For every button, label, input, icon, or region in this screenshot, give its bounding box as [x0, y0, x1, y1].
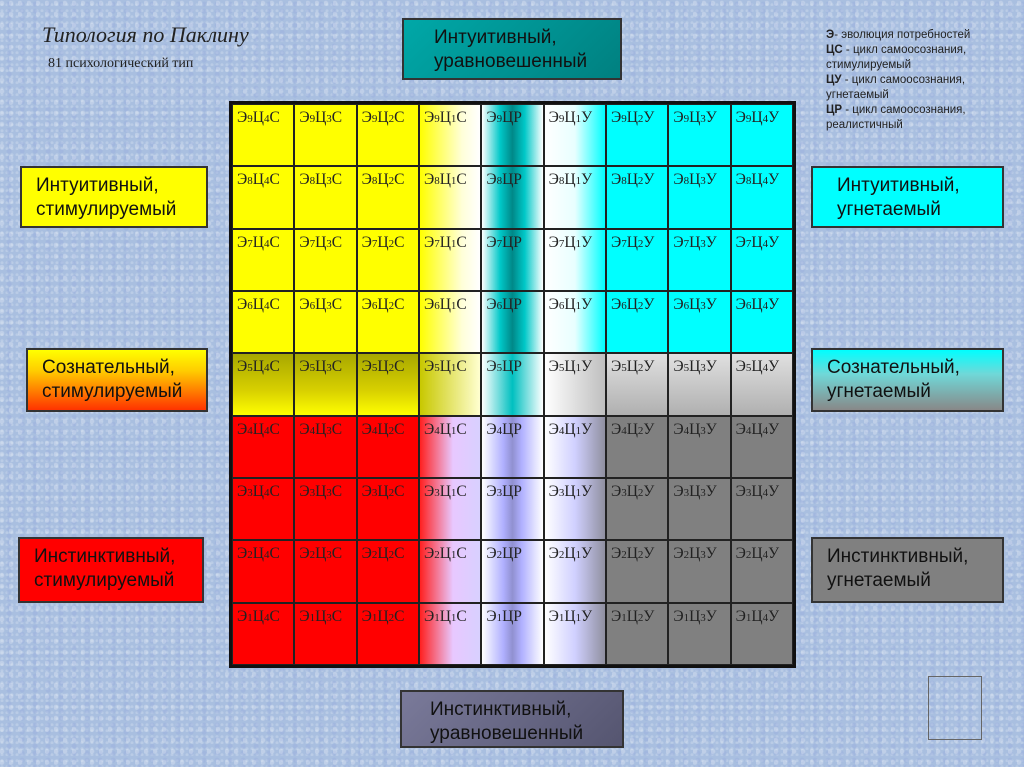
type-cell: Э9ЦР [481, 104, 543, 166]
type-cell: Э5Ц1С [419, 353, 481, 415]
type-cell: Э9Ц3С [294, 104, 356, 166]
diagram-title: Типология по Паклину [42, 22, 249, 47]
type-cell: Э1Ц4У [731, 603, 793, 665]
type-cell: Э3Ц3У [668, 478, 730, 540]
type-cell: Э2Ц3У [668, 540, 730, 602]
legend-item: Э- эволюция потребностей [826, 29, 971, 41]
type-cell: Э3Ц1У [544, 478, 606, 540]
legend-item: ЦУ - цикл самоосознания, угнетаемый [826, 74, 966, 101]
type-cell: Э3Ц4С [232, 478, 294, 540]
type-cell: Э4Ц3С [294, 416, 356, 478]
type-cell: Э2Ц2У [606, 540, 668, 602]
corner-frame [928, 676, 982, 740]
type-cell: Э9Ц1У [544, 104, 606, 166]
type-cell: Э2Ц1С [419, 540, 481, 602]
label-intuitive-balanced: Интуитивный, уравновешенный [402, 18, 622, 80]
label-intuitive-stimulated: Интуитивный, стимулируемый [20, 166, 208, 228]
type-cell: Э1Ц1У [544, 603, 606, 665]
type-cell: Э7Ц1С [419, 229, 481, 291]
type-cell: Э6Ц4С [232, 291, 294, 353]
type-cell: Э8Ц1С [419, 166, 481, 228]
type-cell: Э7Ц3У [668, 229, 730, 291]
type-cell: Э7Ц1У [544, 229, 606, 291]
type-cell: Э4ЦР [481, 416, 543, 478]
type-cell: Э6ЦР [481, 291, 543, 353]
type-cell: Э3Ц2С [357, 478, 419, 540]
type-cell: Э4Ц4У [731, 416, 793, 478]
type-cell: Э5Ц2У [606, 353, 668, 415]
type-cell: Э5Ц4У [731, 353, 793, 415]
type-cell: Э6Ц2С [357, 291, 419, 353]
type-cell: Э3Ц2У [606, 478, 668, 540]
type-cell: Э9Ц3У [668, 104, 730, 166]
type-cell: Э4Ц3У [668, 416, 730, 478]
label-instinctive-oppressed: Инстинктивный, угнетаемый [811, 537, 1004, 603]
type-cell: Э7Ц4У [731, 229, 793, 291]
type-cell: Э1Ц2С [357, 603, 419, 665]
type-cell: Э9Ц2У [606, 104, 668, 166]
type-cell: Э1Ц3С [294, 603, 356, 665]
type-cell: Э7Ц2У [606, 229, 668, 291]
label-instinctive-balanced: Инстинктивный, уравновешенный [400, 690, 624, 748]
type-cell: Э4Ц1У [544, 416, 606, 478]
type-cell: Э6Ц1С [419, 291, 481, 353]
type-cell: Э4Ц2С [357, 416, 419, 478]
type-cell: Э5ЦР [481, 353, 543, 415]
type-cell: Э6Ц3У [668, 291, 730, 353]
type-cell: Э5Ц4С [232, 353, 294, 415]
type-cell: Э9Ц2С [357, 104, 419, 166]
type-cell: Э2Ц2С [357, 540, 419, 602]
type-cell: Э1ЦР [481, 603, 543, 665]
label-intuitive-oppressed: Интуитивный, угнетаемый [811, 166, 1004, 228]
legend [826, 28, 1016, 133]
type-cell: Э5Ц3С [294, 353, 356, 415]
type-cell: Э4Ц1С [419, 416, 481, 478]
type-cell: Э6Ц2У [606, 291, 668, 353]
type-cell: Э1Ц1С [419, 603, 481, 665]
type-cell: Э2Ц4У [731, 540, 793, 602]
typology-grid [229, 101, 796, 668]
type-cell: Э4Ц4С [232, 416, 294, 478]
type-cell: Э4Ц2У [606, 416, 668, 478]
type-cell: Э3ЦР [481, 478, 543, 540]
type-cell: Э6Ц4У [731, 291, 793, 353]
label-conscious-stimulated: Сознательный, стимулируемый [26, 348, 208, 412]
legend-item: ЦС - цикл самоосознания, стимулируемый [826, 44, 967, 71]
type-cell: Э8Ц4У [731, 166, 793, 228]
type-cell: Э2ЦР [481, 540, 543, 602]
type-cell: Э7Ц2С [357, 229, 419, 291]
type-cell: Э8Ц2У [606, 166, 668, 228]
type-cell: Э7Ц4С [232, 229, 294, 291]
type-cell: Э9Ц4С [232, 104, 294, 166]
type-cell: Э1Ц4С [232, 603, 294, 665]
legend-item: ЦР - цикл самоосознания, реалистичный [826, 104, 966, 131]
type-cell: Э2Ц1У [544, 540, 606, 602]
type-cell: Э1Ц2У [606, 603, 668, 665]
type-cell: Э7Ц3С [294, 229, 356, 291]
type-cell: Э2Ц3С [294, 540, 356, 602]
type-cell: Э9Ц1С [419, 104, 481, 166]
type-cell: Э5Ц2С [357, 353, 419, 415]
type-cell: Э5Ц1У [544, 353, 606, 415]
type-cell: Э8Ц2С [357, 166, 419, 228]
diagram-subtitle: 81 психологический тип [48, 56, 194, 71]
type-cell: Э8Ц3У [668, 166, 730, 228]
label-instinctive-stimulated: Инстинктивный, стимулируемый [18, 537, 204, 603]
type-cell: Э2Ц4С [232, 540, 294, 602]
label-conscious-oppressed: Сознательный, угнетаемый [811, 348, 1004, 412]
type-cell: Э9Ц4У [731, 104, 793, 166]
type-cell: Э8Ц1У [544, 166, 606, 228]
type-cell: Э3Ц4У [731, 478, 793, 540]
type-cell: Э6Ц3С [294, 291, 356, 353]
type-cell: Э8ЦР [481, 166, 543, 228]
type-cell: Э3Ц3С [294, 478, 356, 540]
type-cell: Э3Ц1С [419, 478, 481, 540]
type-cell: Э8Ц4С [232, 166, 294, 228]
type-cell: Э1Ц3У [668, 603, 730, 665]
type-cell: Э7ЦР [481, 229, 543, 291]
type-cell: Э5Ц3У [668, 353, 730, 415]
type-cell: Э8Ц3С [294, 166, 356, 228]
type-cell: Э6Ц1У [544, 291, 606, 353]
